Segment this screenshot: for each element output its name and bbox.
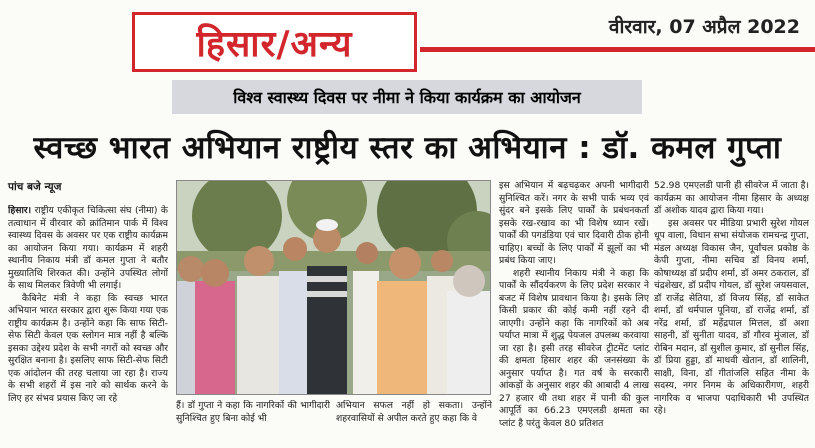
- article-paragraph: [8, 205, 168, 293]
- article-paragraph: इस अभियान में बढ़चढ़कर अपनी भागीदारी सुनिश्चित करें। नगर के सभी पार्क भव्य एवं सुंदर बने इसके लिए पार्कों के प्रबंधनकर्ता इसके रख-रखाव का भी विशेष ध्यान रखें। पार्कों की पगडंडिया एवं चार दिवारी ठीक होनी चाहिए। बच्चों के लिए पार्कों में झूलों का भी प्रबंध किया जाए।: [499, 180, 649, 266]
- section-tag-label: हिसार/अन्य: [196, 23, 353, 65]
- article-paragraph: हैं। डॉ गुप्ता ने कहा कि नागरिकों की भागीदारी सुनिश्चित हुए बिना कोई भी: [176, 400, 330, 424]
- article-paragraph: इस अवसर पर मीडिया प्रभारी सुरेश गोयल धूप वाला, विधान सभा संयोजक रामचन्द्र गुप्ता, मंडल अध्यक्ष विकास जैन, पूर्वांचल प्रकोष्ठ के केपी गुप्ता, नीमा सचिव डॉ विनय शर्मा, कोषाध्यक्ष डॉ प्रदीप शर्मा, डॉ अमर ठकराल, डॉ चंद्रशेखर, डॉ प्रदीप गोयल, डॉ सुरेश जयसवाल, डॉ राजेंद्र सेतिया, डॉ विजय सिंह, डॉ साकेत शर्मा, डॉ धर्मपाल पूनिया, डॉ राजेंद्र शर्मा, डॉ नरेंद्र शर्मा, डॉ महेंद्रपाल मित्तल, डॉ अशा साहनी, डॉ सुनीता यादव, डॉ गौरव मुंजाल, डॉ रोबिन मदान, डॉ सुशील कुमार, डॉ सुनील सिंह, डॉ प्रिया हुड्डा, डॉ माधवी खेतान, डॉ शालिनी, साक्षी, विना, डॉ गीतांजलि सहित नीमा के सदस्य, नगर निगम के अधिकारीगण, शहरी नागरिक व भाजपा पदाधिकारी भी उपस्थित रहे।: [654, 217, 809, 416]
- issue-date: वीरवार, 07 अप्रैल 2022: [608, 16, 800, 38]
- byline: पांच बजे न्यूज: [8, 181, 62, 193]
- headline: स्वच्छ भारत अभियान राष्ट्रीय स्तर का अभियान : डॉ. कमल गुप्ता: [33, 130, 782, 166]
- section-tag: [132, 12, 417, 72]
- article-paragraph: 52.98 एमएलडी पानी ही सीवरेज में जाता है। कार्यक्रम का आयोजन नीमा हिसार के अध्यक्ष डॉ अशोक यादव द्वारा किया गया।: [654, 180, 809, 216]
- article-paragraph: कैबिनेट मंत्री ने कहा कि स्वच्छ भारत अभियान भारत सरकार द्वारा शुरू किया गया एक राष्ट्रीय कार्यक्रम है। उन्होंने कहा कि साफ सिटी-सेफ सिटी केवल एक स्लोगन मात्र नहीं है बल्कि इसका उद्देश्य प्रदेश के सभी नगरों को स्वच्छ और सुरक्षित बनाना है। इसलिए साफ सिटी-सेफ सिटी एक आंदोलन की तरह चलाया जा रहा है। राज्य के सभी शहरों में इस नारे को सार्थक करने के लिए हर संभव प्रयास किए जा रहे: [8, 292, 168, 404]
- paragraph-text: राष्ट्रीय एकीकृत चिकित्सा संघ (नीमा) के तत्वाधान में वीरवार को क्रांतिमान पार्क में विश्व स्वास्थ्य दिवस के अवसर पर एक राष्ट्रीय कार्यक्रम का आयोजन किया गया। कार्यक्रम में शहरी स्थानीय निकाय मंत्री डॉ कमल गुप्ता ने बतौर मुख्यातिथि शिरकत की। उन्होंने उपस्थित लोगों के साथ मिलकर त्रिवेणी भी लगाई।: [8, 205, 168, 291]
- article-column-2: [176, 400, 330, 445]
- article-column-4: [499, 180, 649, 445]
- article-paragraph: अभियान सफल नहीं हो सकता। उन्होंने शहरवासियों से अपील करते हुए कहा कि वे: [336, 400, 492, 424]
- article-column-1: [8, 205, 168, 445]
- news-photo: [176, 180, 491, 395]
- dateline: हिसार।: [8, 205, 32, 216]
- article-column-5: [654, 180, 809, 445]
- masthead: [0, 0, 815, 80]
- subheadline: विश्व स्वास्थ्य दिवस पर नीमा ने किया कार्यक्रम का आयोजन: [233, 88, 581, 107]
- group-photo-icon: [177, 181, 491, 395]
- masthead-rule: [420, 47, 815, 52]
- subheadline-banner: [172, 80, 642, 114]
- article-paragraph: शहरी स्थानीय निकाय मंत्री ने कहा कि पार्कों के सौंदर्यकरण के लिए प्रदेश सरकार ने बजट में विशेष प्रावधान किया है। इसके लिए किसी प्रकार की कोई कमी नहीं रहने दी जाएगी। उन्होंने कहा कि नागरिकों को अब पर्याप्त मात्रा में शुद्ध पेयजल उपलब्ध करवाया जा रहा है। इसी तरह सीवरेज ट्रीटमेंट प्लांट की क्षमता हिसार शहर की जनसंख्या के अनुसार पर्याप्त है। गत वर्ष के सरकारी आंकड़ों के अनुसार शहर की आबादी 4 लाख 27 हजार थी तथा शहर में पानी की कुल आपूर्ति का 66.23 एमएलडी क्षमता का प्लांट है परंतु केवल 80 प्रतिशत: [499, 267, 649, 429]
- article-column-3: [336, 400, 492, 445]
